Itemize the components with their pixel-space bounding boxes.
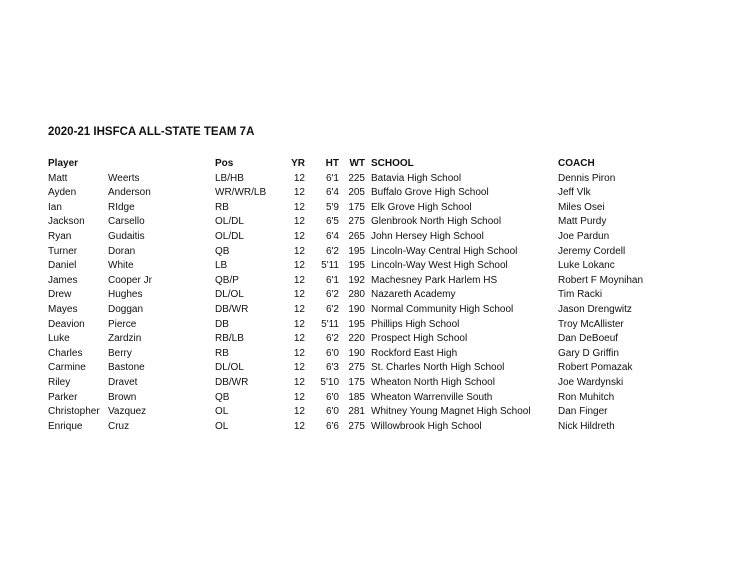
table-row [48, 303, 668, 318]
cell-height: 6'2 [325, 289, 339, 301]
cell-year: 12 [293, 420, 305, 432]
cell-year: 12 [293, 362, 305, 374]
cell-first-name: Turner [48, 245, 78, 257]
cell-position: RB [215, 201, 229, 213]
cell-height: 6'0 [325, 347, 339, 359]
cell-school: St. Charles North High School [371, 362, 505, 374]
cell-position: OL/DL [215, 216, 244, 228]
table-row [48, 288, 668, 303]
cell-height: 5'10 [320, 376, 339, 388]
cell-weight: 175 [348, 376, 365, 388]
cell-coach: Jason Drengwitz [558, 303, 632, 315]
header-coach: COACH [558, 158, 595, 169]
cell-coach: Matt Purdy [558, 216, 607, 228]
cell-height: 6'6 [325, 420, 339, 432]
cell-last-name: Gudaitis [108, 230, 145, 242]
cell-coach: Ron Muhitch [558, 391, 615, 403]
cell-year: 12 [293, 187, 305, 199]
cell-position: DL/OL [215, 362, 244, 374]
header-school: SCHOOL [371, 158, 414, 169]
cell-coach: Nick Hildreth [558, 420, 615, 432]
cell-year: 12 [293, 245, 305, 257]
header-player: Player [48, 158, 79, 169]
cell-last-name: Cruz [108, 420, 130, 432]
cell-first-name: James [48, 274, 78, 286]
header-yr: YR [291, 158, 305, 169]
cell-year: 12 [293, 376, 305, 388]
cell-last-name: Bastone [108, 362, 145, 374]
cell-school: Phillips High School [371, 318, 460, 330]
cell-first-name: Mayes [48, 303, 78, 315]
cell-weight: 195 [348, 318, 365, 330]
cell-position: DB [215, 318, 229, 330]
cell-coach: Dan Finger [558, 406, 608, 418]
cell-school: Batavia High School [371, 172, 462, 184]
table-row [48, 347, 668, 362]
cell-last-name: Pierce [108, 318, 137, 330]
table-row [48, 332, 668, 347]
cell-coach: Robert Pomazak [558, 362, 633, 374]
cell-height: 5'11 [321, 318, 339, 330]
cell-weight: 225 [348, 172, 365, 184]
cell-first-name: Matt [48, 172, 68, 184]
table-row [48, 259, 668, 274]
cell-school: Whitney Young Magnet High School [371, 406, 531, 418]
cell-height: 6'2 [325, 333, 339, 345]
table-row [48, 318, 668, 333]
cell-weight: 192 [348, 274, 365, 286]
cell-coach: Miles Osei [558, 201, 605, 213]
cell-year: 12 [293, 318, 305, 330]
cell-first-name: Christopher [48, 406, 100, 418]
cell-height: 6'2 [325, 303, 339, 315]
cell-year: 12 [293, 289, 305, 301]
table-row [48, 405, 668, 420]
cell-school: Lincoln-Way Central High School [371, 245, 518, 257]
table-row [48, 420, 668, 435]
cell-weight: 195 [348, 260, 365, 272]
cell-last-name: Dravet [108, 376, 138, 388]
cell-first-name: Drew [48, 289, 72, 301]
table-row [48, 230, 668, 245]
cell-coach: Jeremy Cordell [558, 245, 626, 257]
header-ht: HT [325, 158, 339, 169]
cell-last-name: Zardzin [108, 333, 142, 345]
cell-last-name: Cooper Jr [108, 274, 152, 286]
cell-position: LB [215, 260, 228, 272]
cell-position: RB [215, 347, 229, 359]
cell-last-name: Doran [108, 245, 136, 257]
table-row [48, 245, 668, 260]
cell-height: 6'4 [325, 187, 339, 199]
cell-first-name: Parker [48, 391, 78, 403]
cell-school: Elk Grove High School [371, 201, 472, 213]
cell-weight: 275 [348, 362, 365, 374]
cell-school: John Hersey High School [371, 230, 484, 242]
cell-weight: 281 [348, 406, 365, 418]
cell-year: 12 [293, 333, 305, 345]
cell-first-name: Deavion [48, 318, 85, 330]
cell-first-name: Enrique [48, 420, 83, 432]
cell-school: Willowbrook High School [371, 420, 482, 432]
table-row [48, 376, 668, 391]
cell-last-name: Berry [108, 347, 132, 359]
cell-first-name: Charles [48, 347, 83, 359]
cell-height: 5'11 [321, 260, 339, 272]
cell-weight: 280 [348, 289, 365, 301]
cell-year: 12 [293, 347, 305, 359]
header-pos: Pos [215, 158, 234, 169]
cell-position: DL/OL [215, 289, 244, 301]
cell-school: Lincoln-Way West High School [371, 260, 508, 272]
cell-coach: Robert F Moynihan [558, 274, 644, 286]
cell-position: OL/DL [215, 230, 244, 242]
cell-last-name: Brown [108, 391, 137, 403]
cell-school: Machesney Park Harlem HS [371, 274, 498, 286]
cell-position: OL [215, 420, 229, 432]
cell-weight: 175 [348, 201, 365, 213]
cell-weight: 275 [348, 420, 365, 432]
table-row [48, 172, 668, 187]
cell-coach: Dan DeBoeuf [558, 333, 619, 345]
cell-first-name: Carmine [48, 362, 86, 374]
cell-position: DB/WR [215, 376, 249, 388]
cell-coach: Jeff Vlk [558, 187, 591, 199]
cell-height: 6'0 [325, 406, 339, 418]
cell-last-name: RIdge [108, 201, 135, 213]
cell-weight: 205 [348, 187, 365, 199]
cell-first-name: Ryan [48, 230, 72, 242]
cell-school: Glenbrook North High School [371, 216, 502, 228]
cell-year: 12 [293, 230, 305, 242]
cell-weight: 190 [348, 347, 365, 359]
cell-weight: 185 [348, 391, 365, 403]
cell-school: Wheaton North High School [371, 376, 495, 388]
cell-coach: Joe Pardun [558, 230, 610, 242]
cell-height: 6'4 [325, 230, 339, 242]
cell-first-name: Riley [48, 376, 71, 388]
cell-weight: 220 [348, 333, 365, 345]
cell-year: 12 [293, 172, 305, 184]
cell-position: RB/LB [215, 333, 244, 345]
roster-body [48, 172, 668, 435]
cell-coach: Luke Lokanc [558, 260, 615, 272]
cell-first-name: Jackson [48, 216, 85, 228]
cell-weight: 195 [348, 245, 365, 257]
cell-last-name: Carsello [108, 216, 145, 228]
cell-position: OL [215, 406, 229, 418]
cell-position: QB [215, 391, 230, 403]
cell-coach: Tim Racki [558, 289, 603, 301]
cell-height: 6'1 [325, 172, 339, 184]
cell-year: 12 [293, 303, 305, 315]
cell-position: DB/WR [215, 303, 249, 315]
cell-height: 6'1 [325, 274, 339, 286]
cell-school: Wheaton Warrenville South [371, 391, 493, 403]
cell-last-name: Hughes [108, 289, 143, 301]
cell-school: Normal Community High School [371, 303, 514, 315]
table-row [48, 361, 668, 376]
cell-last-name: Vazquez [108, 406, 147, 418]
cell-year: 12 [293, 274, 305, 286]
cell-year: 12 [293, 216, 305, 228]
cell-coach: Gary D Griffin [558, 347, 619, 359]
cell-first-name: Ayden [48, 187, 77, 199]
table-row [48, 274, 668, 289]
cell-year: 12 [293, 406, 305, 418]
table-row [48, 201, 668, 216]
cell-school: Nazareth Academy [371, 289, 456, 301]
cell-last-name: Weerts [108, 172, 140, 184]
cell-position: QB [215, 245, 230, 257]
cell-first-name: Daniel [48, 260, 77, 272]
cell-last-name: Anderson [108, 187, 151, 199]
cell-year: 12 [293, 260, 305, 272]
cell-school: Rockford East High [371, 347, 458, 359]
cell-height: 5'9 [325, 201, 339, 213]
cell-weight: 265 [348, 230, 365, 242]
table-row [48, 391, 668, 406]
cell-year: 12 [293, 391, 305, 403]
cell-coach: Troy McAllister [558, 318, 624, 330]
cell-position: WR/WR/LB [215, 187, 267, 199]
cell-height: 6'2 [325, 245, 339, 257]
cell-height: 6'0 [325, 391, 339, 403]
cell-weight: 275 [348, 216, 365, 228]
cell-school: Prospect High School [371, 333, 468, 345]
cell-position: LB/HB [215, 172, 244, 184]
cell-height: 6'3 [325, 362, 339, 374]
cell-first-name: Ian [48, 201, 62, 213]
cell-position: QB/P [215, 274, 239, 286]
cell-coach: Dennis Piron [558, 172, 616, 184]
cell-year: 12 [293, 201, 305, 213]
table-row [48, 186, 668, 201]
header-player-last [108, 157, 215, 172]
cell-last-name: Doggan [108, 303, 144, 315]
header-wt: WT [349, 158, 365, 169]
table-header-row [48, 157, 668, 172]
cell-weight: 190 [348, 303, 365, 315]
cell-coach: Joe Wardynski [558, 376, 624, 388]
cell-school: Buffalo Grove High School [371, 187, 489, 199]
table-row [48, 215, 668, 230]
document-title: 2020-21 IHSFCA ALL-STATE TEAM 7A [48, 126, 255, 138]
cell-first-name: Luke [48, 333, 70, 345]
cell-height: 6'5 [325, 216, 339, 228]
cell-last-name: White [108, 260, 134, 272]
all-state-roster-table [48, 157, 668, 434]
